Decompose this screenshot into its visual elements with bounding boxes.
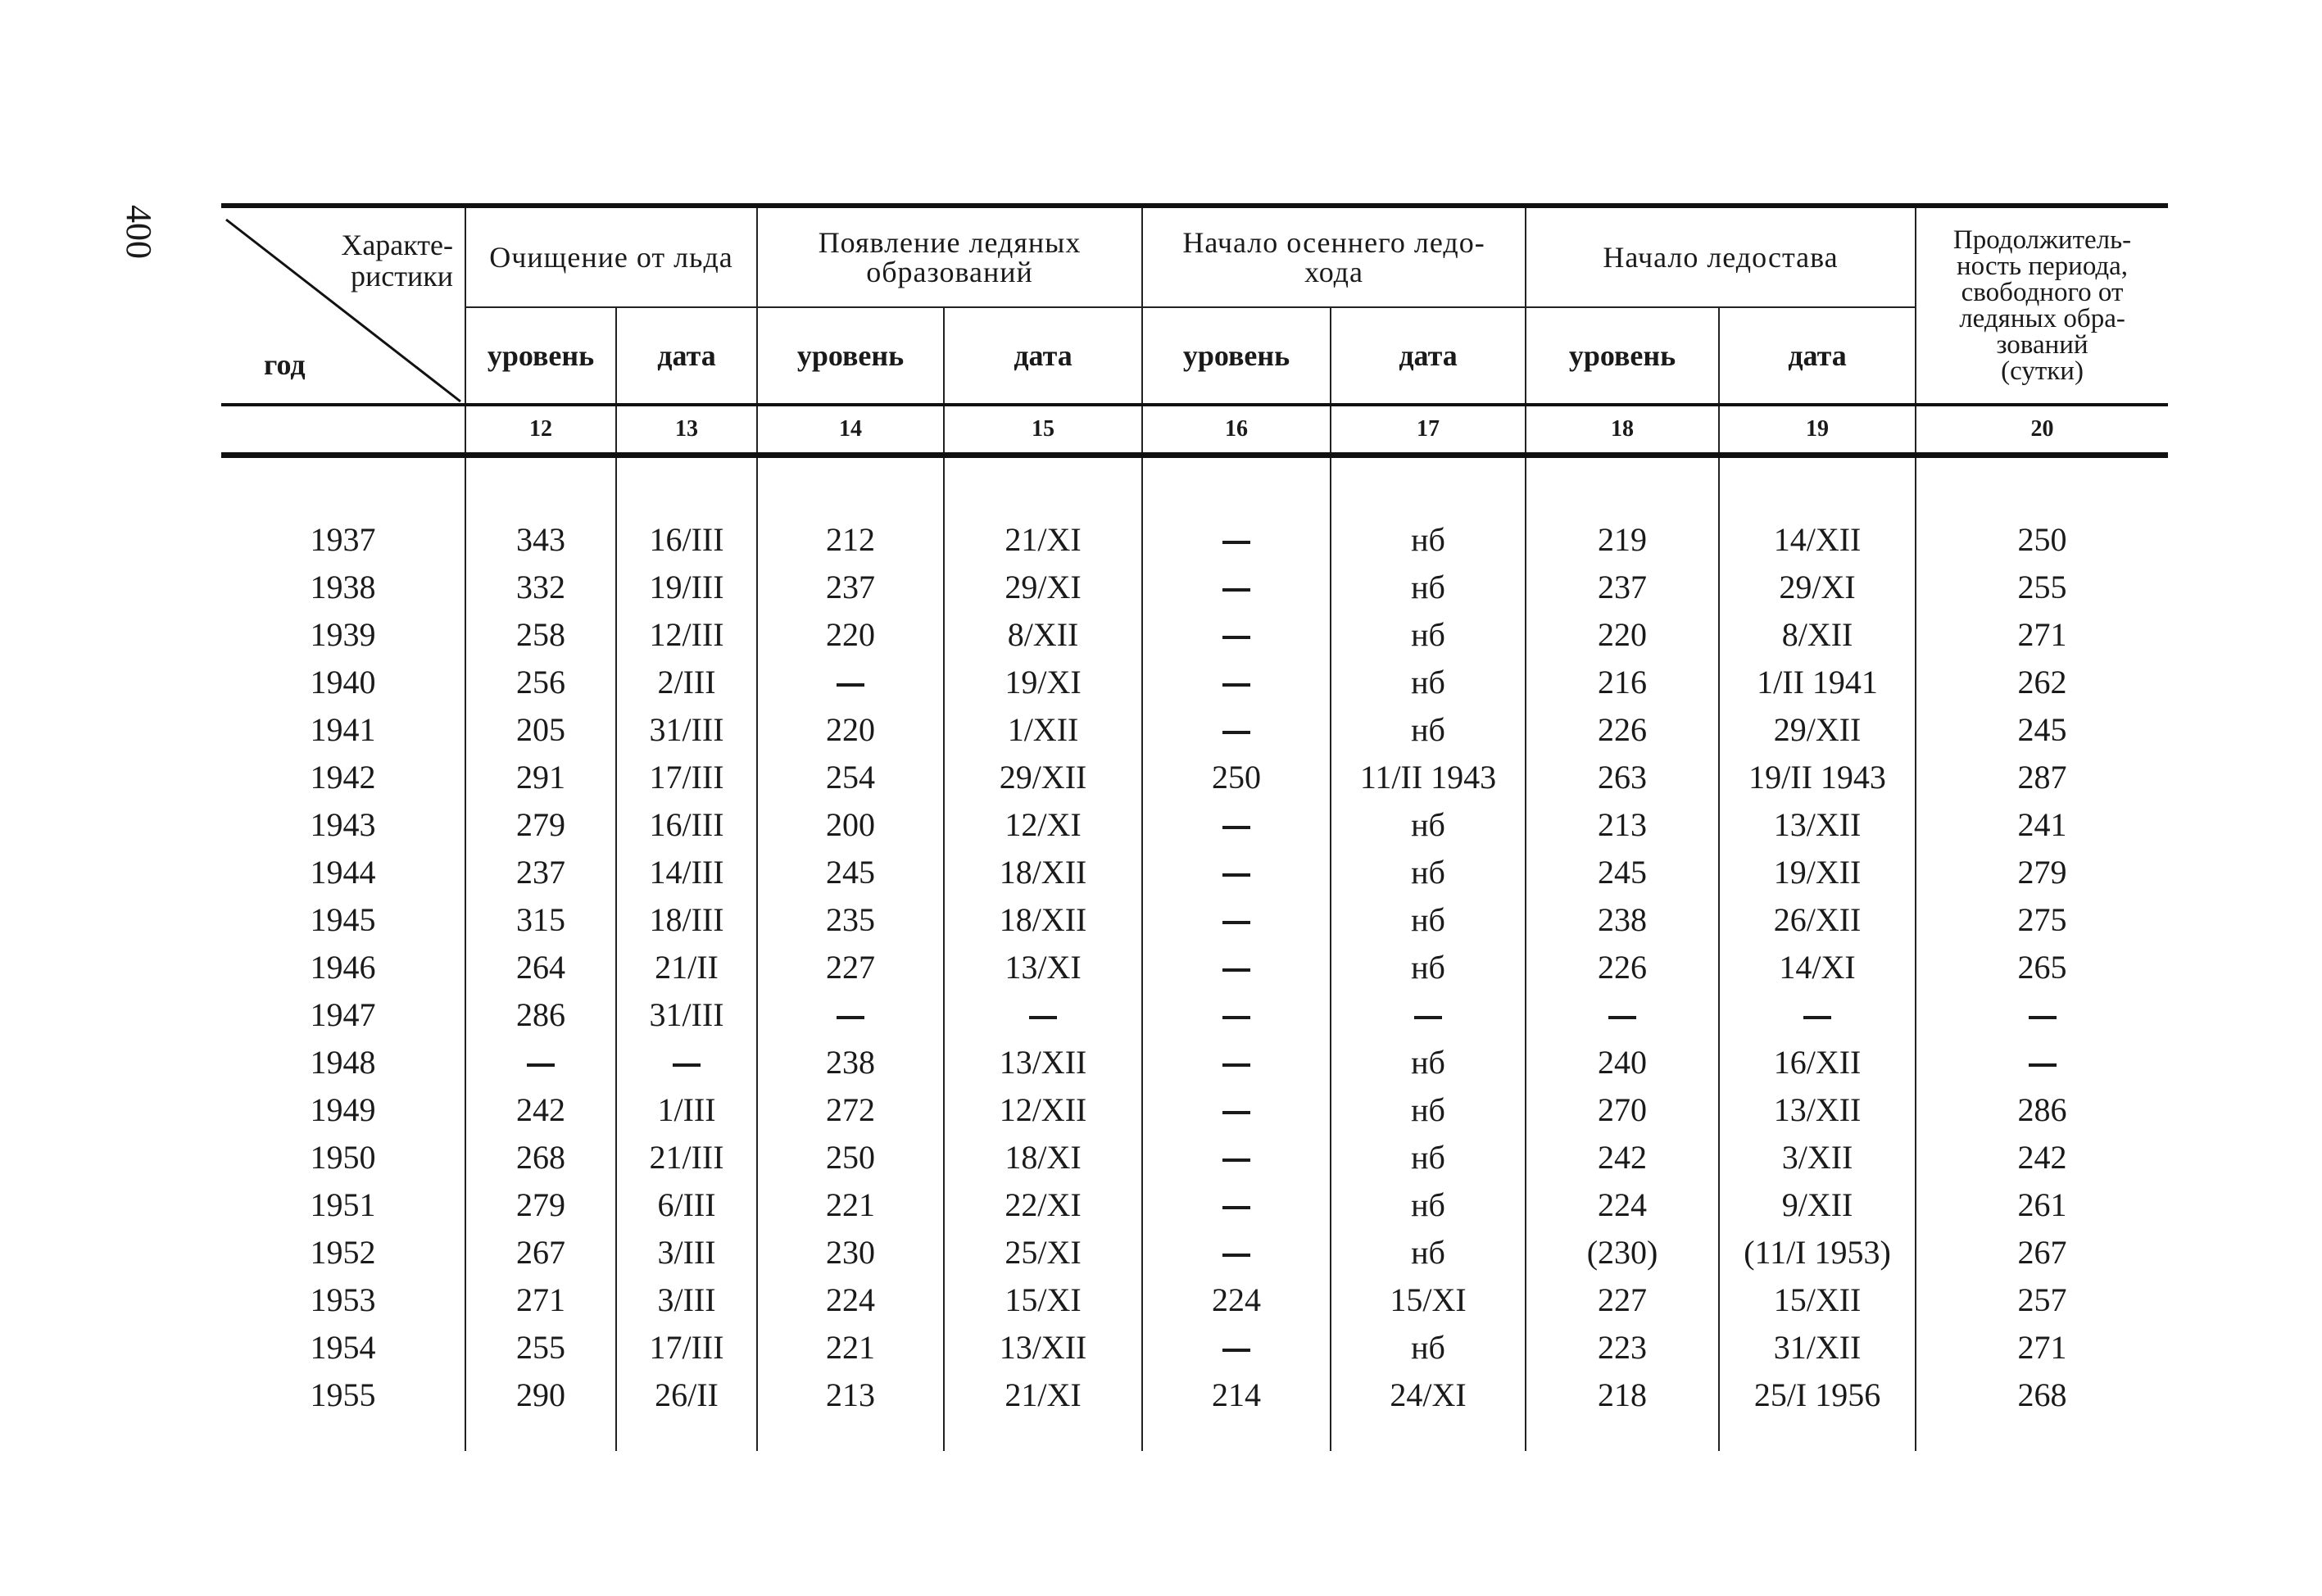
formation-level-cell: 235: [757, 895, 944, 943]
formation-level-cell: 224: [757, 1276, 944, 1323]
drift-level-cell: [1142, 610, 1331, 658]
freeze-date-cell: 13/XII: [1719, 800, 1916, 848]
formation-level-cell: 230: [757, 1228, 944, 1276]
formation-date-cell: 29/XII: [944, 753, 1142, 800]
freeze-level-cell: 218: [1526, 1371, 1719, 1418]
drift-date-cell: нб: [1331, 1086, 1526, 1133]
duration-cell: [1916, 991, 2168, 1038]
table-row: [221, 705, 2168, 753]
freeze-level-cell: 237: [1526, 563, 1719, 610]
table-body: [221, 456, 2168, 1452]
page-number: 400: [119, 205, 159, 259]
formation-date-cell: 18/XII: [944, 895, 1142, 943]
year-cell: 1943: [310, 805, 376, 843]
freeze-level-cell: 227: [1526, 1276, 1719, 1323]
formation-level-cell: 221: [757, 1323, 944, 1371]
tail-cell: [757, 1418, 944, 1451]
table-row: [221, 1228, 2168, 1276]
dash-mark: [1222, 1063, 1250, 1067]
dash-mark: [1222, 1111, 1250, 1114]
duration-cell: 271: [1916, 1323, 2168, 1371]
clearing-date-cell: 3/III: [616, 1228, 757, 1276]
formation-date-cell: 13/XI: [944, 943, 1142, 991]
subheader-level: уровень: [465, 307, 616, 405]
year-cell: 1938: [310, 568, 376, 605]
tail-cell: [1331, 1418, 1526, 1451]
dash-mark: [1222, 968, 1250, 972]
year-cell: 1945: [310, 900, 376, 938]
spacer-cell: [1719, 456, 1916, 516]
formation-level-cell: 245: [757, 848, 944, 895]
freeze-date-cell: 16/XII: [1719, 1038, 1916, 1086]
drift-date-cell: нб: [1331, 943, 1526, 991]
tail-cell: [1526, 1418, 1719, 1451]
formation-date-cell: 25/XI: [944, 1228, 1142, 1276]
formation-level-cell: 213: [757, 1371, 944, 1418]
clearing-level-cell: 286: [465, 991, 616, 1038]
freeze-level-cell: 219: [1526, 515, 1719, 563]
freeze-level-cell: 216: [1526, 658, 1719, 705]
duration-cell: 268: [1916, 1371, 2168, 1418]
formation-level-cell: 221: [757, 1181, 944, 1228]
dash-mark: [1414, 1016, 1442, 1019]
spacer-cell: [221, 456, 465, 516]
corner-header: [221, 206, 465, 405]
column-number: 20: [1916, 405, 2168, 456]
clearing-date-cell: 21/II: [616, 943, 757, 991]
drift-date-cell: нб: [1331, 658, 1526, 705]
tail-cell: [1719, 1418, 1916, 1451]
freeze-date-cell: 9/XII: [1719, 1181, 1916, 1228]
freeze-level-cell: 240: [1526, 1038, 1719, 1086]
table-row: [221, 943, 2168, 991]
freeze-date-cell: 13/XII: [1719, 1086, 1916, 1133]
formation-date-cell: [944, 991, 1142, 1038]
tail-cell: [944, 1418, 1142, 1451]
freeze-date-cell: [1719, 991, 1916, 1038]
clearing-level-cell: 242: [465, 1086, 616, 1133]
duration-cell: 271: [1916, 610, 2168, 658]
duration-cell: 241: [1916, 800, 2168, 848]
table-row: [221, 1038, 2168, 1086]
table-row: [221, 1181, 2168, 1228]
dash-mark: [1222, 541, 1250, 544]
column-number: 14: [757, 405, 944, 456]
clearing-date-cell: 17/III: [616, 1323, 757, 1371]
formation-date-cell: 21/XI: [944, 515, 1142, 563]
spacer-cell: [1916, 456, 2168, 516]
drift-level-cell: 250: [1142, 753, 1331, 800]
formation-date-cell: 15/XI: [944, 1276, 1142, 1323]
clearing-level-cell: 271: [465, 1276, 616, 1323]
year-cell: 1947: [310, 995, 376, 1033]
clearing-date-cell: 17/III: [616, 753, 757, 800]
freeze-level-cell: 226: [1526, 943, 1719, 991]
subheader-date: дата: [944, 307, 1142, 405]
freeze-level-cell: 242: [1526, 1133, 1719, 1181]
formation-level-cell: [757, 991, 944, 1038]
tail-cell: [1142, 1418, 1331, 1451]
clearing-date-cell: 6/III: [616, 1181, 757, 1228]
formation-date-cell: 13/XII: [944, 1323, 1142, 1371]
freeze-date-cell: 26/XII: [1719, 895, 1916, 943]
duration-cell: 250: [1916, 515, 2168, 563]
clearing-date-cell: 18/III: [616, 895, 757, 943]
clearing-date-cell: 1/III: [616, 1086, 757, 1133]
clearing-date-cell: 21/III: [616, 1133, 757, 1181]
drift-level-cell: [1142, 800, 1331, 848]
drift-date-cell: нб: [1331, 800, 1526, 848]
drift-level-cell: [1142, 1181, 1331, 1228]
drift-level-cell: [1142, 563, 1331, 610]
year-cell: 1939: [310, 615, 376, 653]
dash-mark: [2029, 1016, 2057, 1019]
group-freeze-up: Начало ледостава: [1526, 206, 1916, 307]
drift-level-cell: [1142, 1038, 1331, 1086]
formation-date-cell: 8/XII: [944, 610, 1142, 658]
clearing-level-cell: 343: [465, 515, 616, 563]
drift-date-cell: нб: [1331, 1181, 1526, 1228]
clearing-level-cell: [465, 1038, 616, 1086]
column-number: 17: [1331, 405, 1526, 456]
duration-cell: 265: [1916, 943, 2168, 991]
table-row: [221, 753, 2168, 800]
freeze-level-cell: 220: [1526, 610, 1719, 658]
clearing-level-cell: 255: [465, 1323, 616, 1371]
dash-mark: [1803, 1016, 1831, 1019]
subheader-date: дата: [1719, 307, 1916, 405]
drift-level-cell: 224: [1142, 1276, 1331, 1323]
freeze-date-cell: (11/I 1953): [1719, 1228, 1916, 1276]
freeze-date-cell: 3/XII: [1719, 1133, 1916, 1181]
year-cell: 1937: [310, 520, 376, 558]
dash-mark: [1222, 1254, 1250, 1257]
dash-mark: [2029, 1063, 2057, 1067]
clearing-level-cell: 264: [465, 943, 616, 991]
duration-cell: 267: [1916, 1228, 2168, 1276]
year-cell: 1954: [310, 1328, 376, 1366]
freeze-level-cell: 224: [1526, 1181, 1719, 1228]
year-cell: 1949: [310, 1090, 376, 1128]
dash-mark: [1222, 1016, 1250, 1019]
year-cell: 1948: [310, 1043, 376, 1081]
dash-mark: [673, 1063, 701, 1067]
spacer-cell: [1526, 456, 1719, 516]
corner-year-label: год: [264, 348, 306, 381]
tail-cell: [616, 1418, 757, 1451]
duration-cell: 262: [1916, 658, 2168, 705]
table-row: [221, 800, 2168, 848]
formation-level-cell: 212: [757, 515, 944, 563]
formation-date-cell: 1/XII: [944, 705, 1142, 753]
subheader-level: уровень: [1526, 307, 1719, 405]
drift-level-cell: [1142, 943, 1331, 991]
year-cell: 1951: [310, 1186, 376, 1223]
drift-date-cell: нб: [1331, 895, 1526, 943]
clearing-date-cell: 31/III: [616, 991, 757, 1038]
year-cell: 1944: [310, 853, 376, 891]
formation-date-cell: 29/XI: [944, 563, 1142, 610]
spacer-cell: [944, 456, 1142, 516]
spacer-cell: [1142, 456, 1331, 516]
clearing-date-cell: 26/II: [616, 1371, 757, 1418]
year-cell: 1950: [310, 1138, 376, 1176]
dash-mark: [1222, 636, 1250, 639]
clearing-date-cell: [616, 1038, 757, 1086]
drift-date-cell: нб: [1331, 563, 1526, 610]
formation-level-cell: 254: [757, 753, 944, 800]
table-row: [221, 515, 2168, 563]
duration-cell: 286: [1916, 1086, 2168, 1133]
drift-level-cell: [1142, 848, 1331, 895]
drift-level-cell: [1142, 895, 1331, 943]
dash-mark: [527, 1063, 555, 1067]
corner-characteristics-label: Характе- ристики: [341, 229, 453, 292]
drift-date-cell: нб: [1331, 1038, 1526, 1086]
clearing-date-cell: 19/III: [616, 563, 757, 610]
dash-mark: [1222, 826, 1250, 829]
subheader-level: уровень: [757, 307, 944, 405]
formation-date-cell: 19/XI: [944, 658, 1142, 705]
ice-regime-table: [221, 203, 2168, 1451]
freeze-date-cell: 25/I 1956: [1719, 1371, 1916, 1418]
ice-regime-table-container: [221, 203, 2168, 1451]
table-row: [221, 610, 2168, 658]
table-row: [221, 1133, 2168, 1181]
year-cell: 1942: [310, 758, 376, 796]
clearing-level-cell: 290: [465, 1371, 616, 1418]
table-row: [221, 991, 2168, 1038]
drift-date-cell: 11/II 1943: [1331, 753, 1526, 800]
formation-level-cell: 200: [757, 800, 944, 848]
formation-level-cell: 272: [757, 1086, 944, 1133]
dash-mark: [1222, 921, 1250, 924]
spacer-row: [221, 456, 2168, 516]
formation-date-cell: 22/XI: [944, 1181, 1142, 1228]
table-row: [221, 563, 2168, 610]
drift-level-cell: [1142, 705, 1331, 753]
clearing-level-cell: 267: [465, 1228, 616, 1276]
freeze-date-cell: 19/XII: [1719, 848, 1916, 895]
duration-cell: 245: [1916, 705, 2168, 753]
tail-cell: [1916, 1418, 2168, 1451]
subheader-level: уровень: [1142, 307, 1331, 405]
subheader-date: дата: [1331, 307, 1526, 405]
column-number: 12: [465, 405, 616, 456]
duration-cell: [1916, 1038, 2168, 1086]
spacer-cell: [616, 456, 757, 516]
formation-level-cell: 250: [757, 1133, 944, 1181]
column-number: 16: [1142, 405, 1331, 456]
dash-mark: [837, 1016, 864, 1019]
group-autumn-drift: Начало осеннего ледо- хода: [1142, 206, 1526, 307]
table-header: [221, 206, 2168, 456]
freeze-date-cell: 31/XII: [1719, 1323, 1916, 1371]
drift-date-cell: 15/XI: [1331, 1276, 1526, 1323]
formation-level-cell: 220: [757, 610, 944, 658]
clearing-date-cell: 3/III: [616, 1276, 757, 1323]
formation-level-cell: 237: [757, 563, 944, 610]
year-cell: 1946: [310, 948, 376, 986]
drift-date-cell: нб: [1331, 848, 1526, 895]
freeze-date-cell: 14/XI: [1719, 943, 1916, 991]
dash-mark: [1222, 588, 1250, 592]
drift-date-cell: нб: [1331, 515, 1526, 563]
clearing-date-cell: 16/III: [616, 800, 757, 848]
formation-level-cell: [757, 658, 944, 705]
group-ice-formation: Появление ледяных образований: [757, 206, 1142, 307]
spacer-cell: [757, 456, 944, 516]
column-number: 15: [944, 405, 1142, 456]
freeze-date-cell: 8/XII: [1719, 610, 1916, 658]
formation-date-cell: 18/XII: [944, 848, 1142, 895]
dash-mark: [837, 683, 864, 687]
table-row: [221, 1323, 2168, 1371]
dash-mark: [1222, 1158, 1250, 1162]
spacer-cell: [1331, 456, 1526, 516]
drift-level-cell: [1142, 1086, 1331, 1133]
drift-level-cell: [1142, 991, 1331, 1038]
drift-date-cell: нб: [1331, 1323, 1526, 1371]
drift-level-cell: 214: [1142, 1371, 1331, 1418]
clearing-level-cell: 291: [465, 753, 616, 800]
drift-date-cell: нб: [1331, 705, 1526, 753]
freeze-date-cell: 29/XII: [1719, 705, 1916, 753]
formation-date-cell: 18/XI: [944, 1133, 1142, 1181]
clearing-level-cell: 279: [465, 800, 616, 848]
column-number: 13: [616, 405, 757, 456]
table-row: [221, 1276, 2168, 1323]
freeze-level-cell: 223: [1526, 1323, 1719, 1371]
freeze-level-cell: 270: [1526, 1086, 1719, 1133]
column-number: 18: [1526, 405, 1719, 456]
freeze-level-cell: [1526, 991, 1719, 1038]
duration-cell: 242: [1916, 1133, 2168, 1181]
year-cell: 1955: [310, 1376, 376, 1413]
subheader-date: дата: [616, 307, 757, 405]
clearing-date-cell: 31/III: [616, 705, 757, 753]
year-cell: 1940: [310, 663, 376, 701]
dash-mark: [1222, 873, 1250, 877]
duration-cell: 287: [1916, 753, 2168, 800]
freeze-date-cell: 15/XII: [1719, 1276, 1916, 1323]
drift-level-cell: [1142, 1228, 1331, 1276]
column-number: 19: [1719, 405, 1916, 456]
formation-date-cell: 12/XII: [944, 1086, 1142, 1133]
clearing-level-cell: 315: [465, 895, 616, 943]
clearing-level-cell: 268: [465, 1133, 616, 1181]
freeze-date-cell: 14/XII: [1719, 515, 1916, 563]
freeze-date-cell: 19/II 1943: [1719, 753, 1916, 800]
clearing-date-cell: 14/III: [616, 848, 757, 895]
drift-date-cell: нб: [1331, 1133, 1526, 1181]
clearing-date-cell: 2/III: [616, 658, 757, 705]
clearing-level-cell: 205: [465, 705, 616, 753]
freeze-date-cell: 1/II 1941: [1719, 658, 1916, 705]
formation-date-cell: 12/XI: [944, 800, 1142, 848]
clearing-level-cell: 332: [465, 563, 616, 610]
freeze-date-cell: 29/XI: [1719, 563, 1916, 610]
drift-date-cell: нб: [1331, 1228, 1526, 1276]
group-ice-free-duration: Продолжитель- ность периода, свободного от ледяных обра- зований (сутки): [1916, 206, 2168, 405]
clearing-date-cell: 16/III: [616, 515, 757, 563]
dash-mark: [1029, 1016, 1057, 1019]
clearing-level-cell: 258: [465, 610, 616, 658]
column-number-blank: [221, 405, 465, 456]
duration-cell: 257: [1916, 1276, 2168, 1323]
clearing-level-cell: 256: [465, 658, 616, 705]
duration-cell: 275: [1916, 895, 2168, 943]
freeze-level-cell: (230): [1526, 1228, 1719, 1276]
drift-level-cell: [1142, 1133, 1331, 1181]
dash-mark: [1222, 1206, 1250, 1209]
formation-date-cell: 21/XI: [944, 1371, 1142, 1418]
duration-cell: 261: [1916, 1181, 2168, 1228]
drift-level-cell: [1142, 1323, 1331, 1371]
clearing-date-cell: 12/III: [616, 610, 757, 658]
year-cell: 1941: [310, 710, 376, 748]
spacer-cell: [465, 456, 616, 516]
freeze-level-cell: 238: [1526, 895, 1719, 943]
tail-cell: [221, 1418, 465, 1451]
tail-cell: [465, 1418, 616, 1451]
formation-date-cell: 13/XII: [944, 1038, 1142, 1086]
dash-mark: [1222, 1349, 1250, 1352]
table-row: [221, 1371, 2168, 1418]
table-row: [221, 1086, 2168, 1133]
dash-mark: [1608, 1016, 1636, 1019]
duration-cell: 279: [1916, 848, 2168, 895]
tail-row: [221, 1418, 2168, 1451]
duration-cell: 255: [1916, 563, 2168, 610]
formation-level-cell: 227: [757, 943, 944, 991]
clearing-level-cell: 279: [465, 1181, 616, 1228]
year-cell: 1953: [310, 1281, 376, 1318]
drift-level-cell: [1142, 658, 1331, 705]
freeze-level-cell: 226: [1526, 705, 1719, 753]
freeze-level-cell: 245: [1526, 848, 1719, 895]
year-cell: 1952: [310, 1233, 376, 1271]
freeze-level-cell: 263: [1526, 753, 1719, 800]
formation-level-cell: 238: [757, 1038, 944, 1086]
clearing-level-cell: 237: [465, 848, 616, 895]
group-ice-clearing: Очищение от льда: [465, 206, 757, 307]
drift-date-cell: 24/XI: [1331, 1371, 1526, 1418]
freeze-level-cell: 213: [1526, 800, 1719, 848]
table-row: [221, 848, 2168, 895]
table-row: [221, 658, 2168, 705]
dash-mark: [1222, 731, 1250, 734]
table-row: [221, 895, 2168, 943]
drift-level-cell: [1142, 515, 1331, 563]
drift-date-cell: [1331, 991, 1526, 1038]
formation-level-cell: 220: [757, 705, 944, 753]
drift-date-cell: нб: [1331, 610, 1526, 658]
dash-mark: [1222, 683, 1250, 687]
